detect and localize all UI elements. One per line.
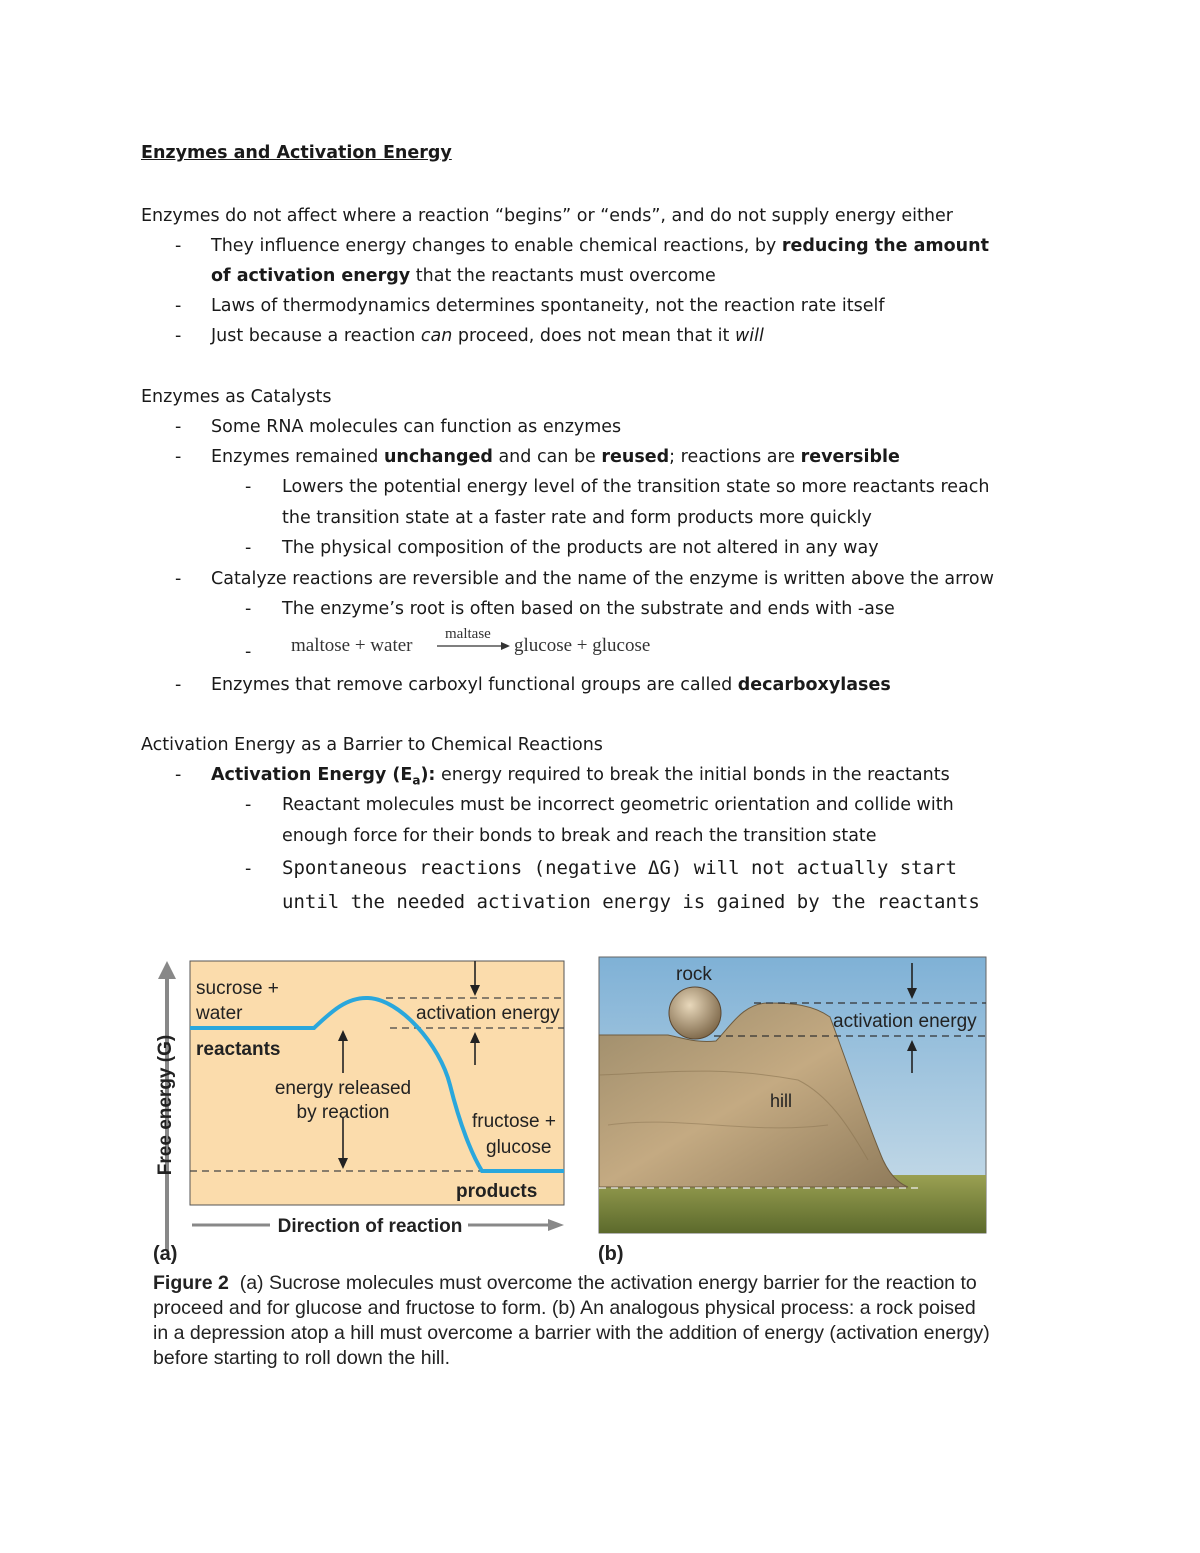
label-sucrose: sucrose + <box>196 978 279 999</box>
bullet-text: proceed, does not mean that it <box>452 326 735 346</box>
intro-paragraph: Enzymes do not affect where a reaction “begins” or “ends”, and do not supply energy either <box>141 206 953 226</box>
bullet-text: and can be <box>492 447 602 467</box>
bold-text: ): <box>420 765 436 785</box>
bullet-dash: - <box>175 675 182 695</box>
subbullet-spontaneous-cont: until the needed activation energy is gained by the reactants <box>282 891 980 913</box>
page-title: Enzymes and Activation Energy <box>141 143 452 163</box>
bullet-dash: - <box>175 447 182 467</box>
bullet-dash: - <box>175 765 182 785</box>
bullet-rna: Some RNA molecules can function as enzymes <box>211 417 622 437</box>
subbullet-orientation-cont: enough force for their bonds to break and reach the transition state <box>282 826 877 846</box>
bold-text: reversible <box>800 447 900 467</box>
bullet-dash: - <box>245 599 252 619</box>
equation-arrow <box>437 640 512 652</box>
italic-text: will <box>734 326 764 346</box>
bold-text: Activation Energy (E <box>211 765 413 785</box>
y-axis-label: Free energy (G) <box>155 1034 176 1176</box>
bullet-catalyze: Catalyze reactions are reversible and the name of the enzyme is written above the arrow <box>211 569 994 589</box>
label-activation-energy: activation energy <box>416 1003 560 1024</box>
panel-label-b: (b) <box>598 1243 624 1265</box>
bullet-dash: - <box>175 417 182 437</box>
bullet-dash: - <box>175 569 182 589</box>
subbullet-ase: The enzyme’s root is often based on the substrate and ends with -ase <box>282 599 895 619</box>
bullet-unchanged <box>211 445 900 469</box>
subscript-a: a <box>412 773 421 788</box>
subbullet-transition-state: Lowers the potential energy level of the transition state so more reactants reach <box>282 477 990 497</box>
rock <box>669 987 721 1039</box>
figure-a-energy-diagram <box>150 955 570 1265</box>
label-rock: rock <box>676 964 712 985</box>
label-glucose: glucose <box>486 1137 552 1158</box>
equation-left: maltose + water <box>291 635 413 656</box>
label-reactants: reactants <box>196 1039 281 1060</box>
subbullet-composition: The physical composition of the products are not altered in any way <box>282 538 879 558</box>
bold-text: reducing the amount <box>781 236 989 256</box>
bullet-activation-energy <box>211 763 950 793</box>
italic-text: can <box>420 326 453 346</box>
figure-caption <box>153 1271 993 1371</box>
caption-label: Figure 2 <box>153 1272 229 1294</box>
label-fructose: fructose + <box>472 1111 556 1132</box>
bullet-text: Just because a reaction <box>211 326 421 346</box>
bullet-dash: - <box>245 642 252 662</box>
subbullet-transition-state-cont: the transition state at a faster rate and form products more quickly <box>282 508 872 528</box>
subbullet-orientation: Reactant molecules must be incorrect geometric orientation and collide with <box>282 795 954 815</box>
bullet-dash: - <box>175 236 182 256</box>
label-energy-released: energy released <box>274 1078 412 1099</box>
bullet-dash: - <box>245 795 252 815</box>
bullet-dash: - <box>245 859 252 879</box>
x-axis-label: Direction of reaction <box>277 1216 463 1237</box>
bold-text: of activation energy <box>211 266 411 286</box>
bullet-energy-changes <box>211 234 989 258</box>
bullet-text: Enzymes that remove carboxyl functional groups are called <box>211 675 738 695</box>
section-heading-barrier: Activation Energy as a Barrier to Chemical Reactions <box>141 735 603 755</box>
label-water: water <box>196 1003 243 1024</box>
bullet-decarboxylases <box>211 673 891 697</box>
bullet-can-will <box>211 324 764 348</box>
subbullet-spontaneous: Spontaneous reactions (negative ΔG) will not actually start <box>282 857 957 879</box>
label-hill: hill <box>770 1091 793 1111</box>
bullet-dash: - <box>245 477 252 497</box>
bullet-dash: - <box>175 326 182 346</box>
equation-enzyme: maltase <box>445 626 491 642</box>
bullet-text: Enzymes remained <box>211 447 384 467</box>
figure-b-rock-analogy <box>598 955 988 1265</box>
caption-text: (a) Sucrose molecules must overcome the activation energy barrier for the reaction to proceed and for glucose and fructose to form. (b) An analogous physical process: a rock poised in a depression atop a hill must overcome a barrier with the addition of energy (activation energy) before starting to roll down the hill. <box>153 1272 990 1369</box>
bullet-dash: - <box>245 538 252 558</box>
bullet-text: that the reactants must overcome <box>410 266 716 286</box>
bold-text: decarboxylases <box>737 675 891 695</box>
equation-right: glucose + glucose <box>514 635 651 656</box>
bullet-text: ; reactions are <box>669 447 801 467</box>
bullet-thermodynamics: Laws of thermodynamics determines spontaneity, not the reaction rate itself <box>211 296 885 316</box>
bold-text: reused <box>601 447 670 467</box>
bullet-text: energy required to break the initial bonds in the reactants <box>435 765 950 785</box>
panel-label-a: (a) <box>153 1243 178 1265</box>
x-axis-arrowhead <box>548 1219 564 1231</box>
bullet-dash: - <box>175 296 182 316</box>
section-heading-catalysts: Enzymes as Catalysts <box>141 387 332 407</box>
label-by-reaction: by reaction <box>296 1102 390 1123</box>
label-activation-energy: activation energy <box>833 1011 977 1032</box>
bullet-text: They influence energy changes to enable chemical reactions, by <box>211 236 782 256</box>
label-products: products <box>456 1181 538 1202</box>
bold-text: unchanged <box>383 447 493 467</box>
y-axis-arrowhead <box>158 961 176 979</box>
bullet-energy-changes-cont <box>211 264 716 288</box>
